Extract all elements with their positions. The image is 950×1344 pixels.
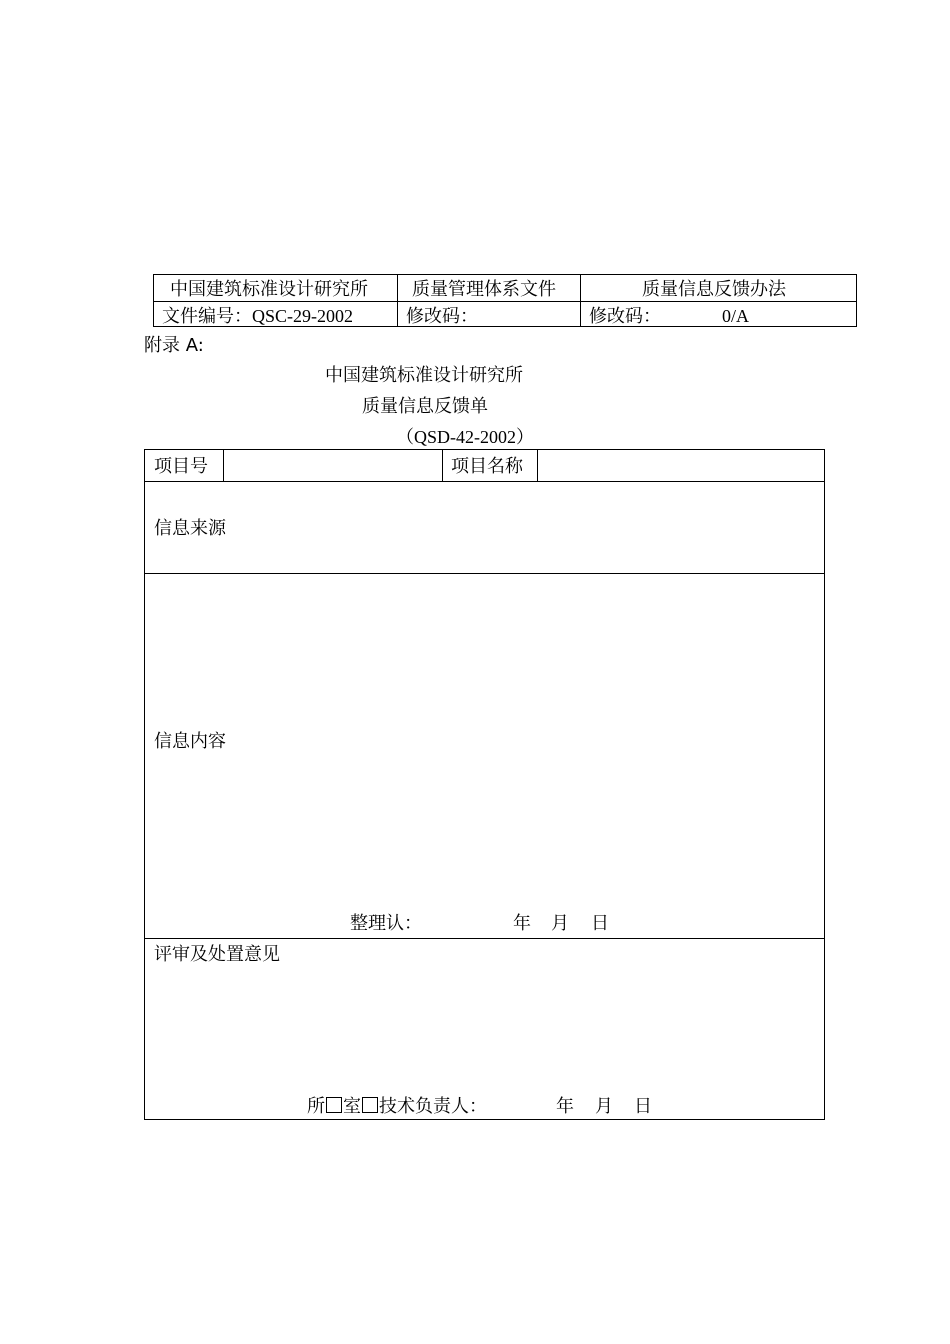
project-number-field[interactable] [231,456,436,478]
info-content-label: 信息内容 [154,731,226,752]
form-title-name: 质量信息反馈单 [362,396,488,417]
compiler-signature-label: 整理认： [350,913,422,934]
doc-number-label: 文件编号： [162,306,252,327]
project-number-label: 项目号 [154,456,208,477]
tech-lead-label: 技术负责人： [379,1096,487,1117]
doc-number-value: QSC-29-2002 [252,306,354,326]
header-doc-number [162,303,353,329]
form-code: （QSD-42-2002） [396,427,534,447]
date-day-label: 日 [591,913,609,934]
dept-label: 所 [307,1096,325,1117]
document-header-table [153,274,857,327]
project-name-label: 项目名称 [451,456,523,477]
header-doc-title: 质量信息反馈办法 [642,279,786,300]
header-revision-label-2: 修改码： [589,306,661,327]
sign-month-label: 月 [595,1096,613,1117]
date-year-label: 年 [513,913,531,934]
header-revision-value: 0/A [722,306,749,326]
appendix-text: 附录 A: [144,335,204,356]
sign-day-label: 日 [634,1096,652,1117]
form-row-divider [145,938,824,939]
header-revision-label-1: 修改码： [406,306,478,327]
office-label: 室 [343,1096,361,1117]
tech-lead-signature-label [307,1096,487,1118]
date-month-label: 月 [551,913,569,934]
sign-year-label: 年 [556,1096,574,1117]
form-row-divider [145,481,824,482]
form-title-org: 中国建筑标准设计研究所 [325,365,523,386]
form-col-divider [442,450,443,481]
form-col-divider [223,450,224,481]
appendix-label [144,335,204,357]
checkbox-office[interactable] [362,1097,378,1113]
feedback-form-table [144,449,825,1120]
info-source-label: 信息来源 [154,518,226,539]
form-col-divider [537,450,538,481]
project-name-field[interactable] [545,456,820,478]
review-opinion-label: 评审及处置意见 [154,944,280,965]
header-org: 中国建筑标准设计研究所 [170,279,368,300]
header-system: 质量管理体系文件 [412,279,556,300]
checkbox-dept[interactable] [326,1097,342,1113]
form-row-divider [145,573,824,574]
